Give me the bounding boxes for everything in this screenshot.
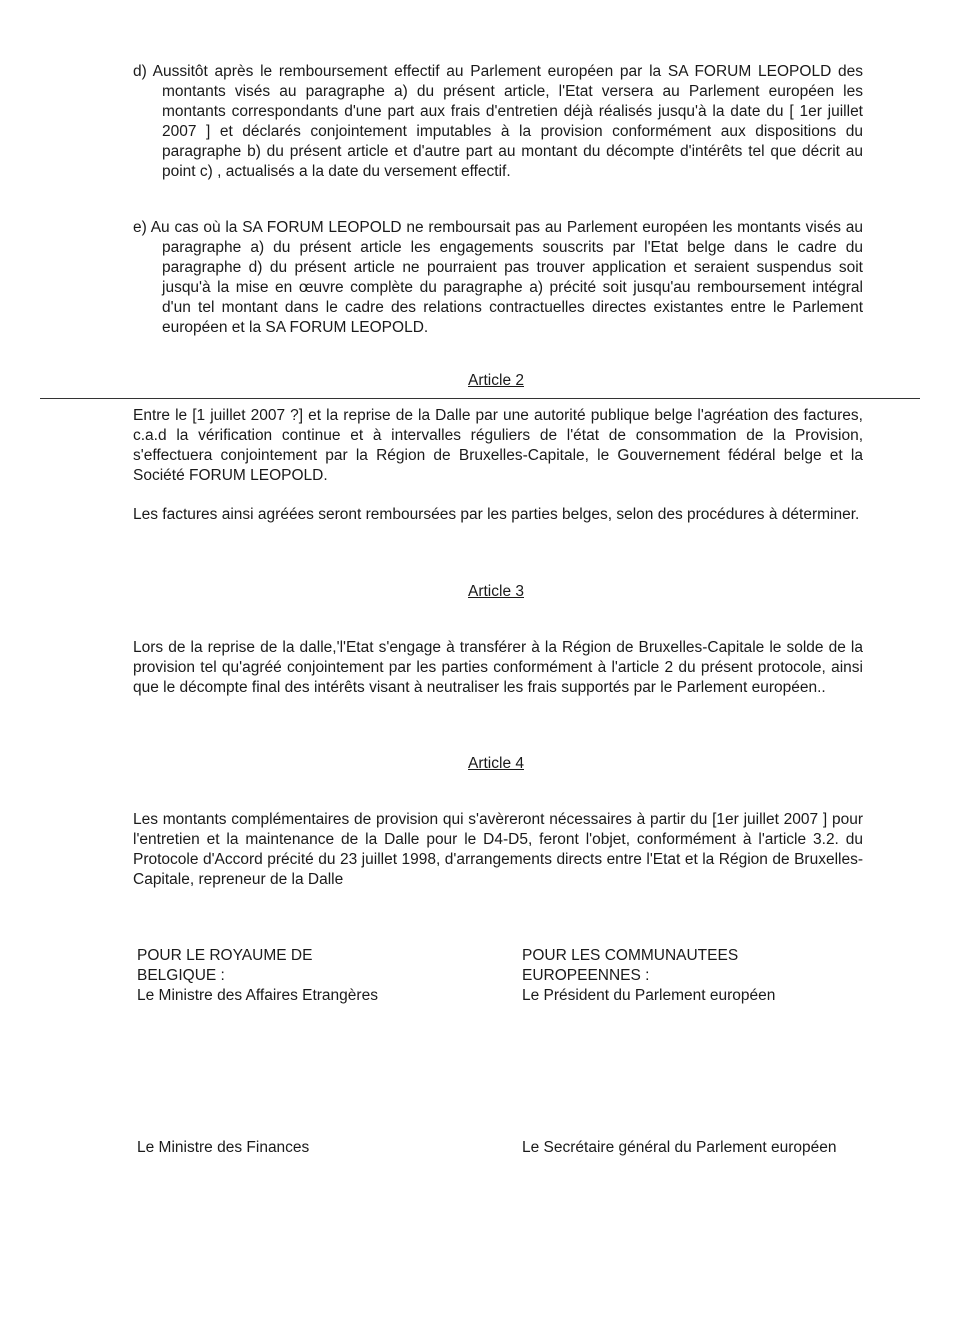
paragraph-d-text: d) Aussitôt après le remboursement effectif au Parlement européen par la SA FORUM LEOPOLD des montants visés au paragraphe a) du présent article, l'Etat versera au Parlement européen les montants correspondants d'une part aux frais d'entretien déjà réalisés jusqu'à la date du [ 1er juillet 2007 ] et déclarés conjointement imputables à la provision conformément aux dispositions du paragraphe b) du présent article et d'autre part au montant du décompte d'intérêts tel que décrit au point c) , actualisés a la date du versement effectif. [133,63,863,180]
paragraph-e-text: e) Au cas où la SA FORUM LEOPOLD ne remboursait pas au Parlement européen les montants visés au paragraphe a) du présent article les engagements souscrits par l'Etat belge dans le cadre du paragraphe d) du présent article ne pourraient pas trouver application et seraient suspendus soit jusqu'à la mise en œuvre complète du paragraphe a) précité soit jusqu'au remboursement intégral d'un tel montant dans le cadre des relations contractuelles directes existantes entre le Parlement européen et la SA FORUM LEOPOLD. [133,219,863,336]
signature-finance-minister: Le Ministre des Finances [137,1139,310,1156]
article-3-paragraph: Lors de la reprise de la dalle,'l'Etat s'engage à transférer à la Région de Bruxelles-Capitale le solde de la provision tel qu'agréé conjointement par les parties conformément à l'article 2 du présent protocole, ainsi que le décompte final des intérêts visant à neutraliser les frais supportés par le Parlement européen.. [133,639,863,696]
article-3-heading: Article 3 [468,583,524,600]
signature-block-belgium: POUR LE ROYAUME DE BELGIQUE : Le Ministre des Affaires Etrangères [137,947,378,1004]
paragraph-d [133,62,863,202]
paragraph-e [133,218,863,358]
article-4-paragraph: Les montants complémentaires de provision qui s'avèreront nécessaires à partir du [1er juillet 2007 ] pour l'entretien et la maintenance de la Dalle pour le D4-D5, feront l'objet, conformément à l'article 3.2. du Protocole d'Accord précité du 23 juillet 1998, d'arrangements directs entre l'Etat et la Région de Bruxelles-Capitale, repreneur de la Dalle [133,811,863,888]
horizontal-rule [40,398,920,399]
article-2-paragraph-1: Entre le [1 juillet 2007 ?] et la reprise de la Dalle par une autorité publique belge l'agréation des factures, c.a.d la vérification continue et à intervalles réguliers de l'état de consommation de la Provision, s'effectuera conjointement par la Région de Bruxelles-Capitale, le Gouvernement fédéral belge et la Société FORUM LEOPOLD. [133,407,863,484]
article-2-paragraph-2: Les factures ainsi agréées seront remboursées par les parties belges, selon des procédures à déterminer. [133,506,860,523]
signature-block-communities: POUR LES COMMUNAUTEES EUROPEENNES : Le Président du Parlement européen [522,947,776,1004]
signature-secretary-general: Le Secrétaire général du Parlement européen [522,1139,837,1156]
article-2-heading: Article 2 [468,372,524,389]
article-4-heading: Article 4 [468,755,524,772]
